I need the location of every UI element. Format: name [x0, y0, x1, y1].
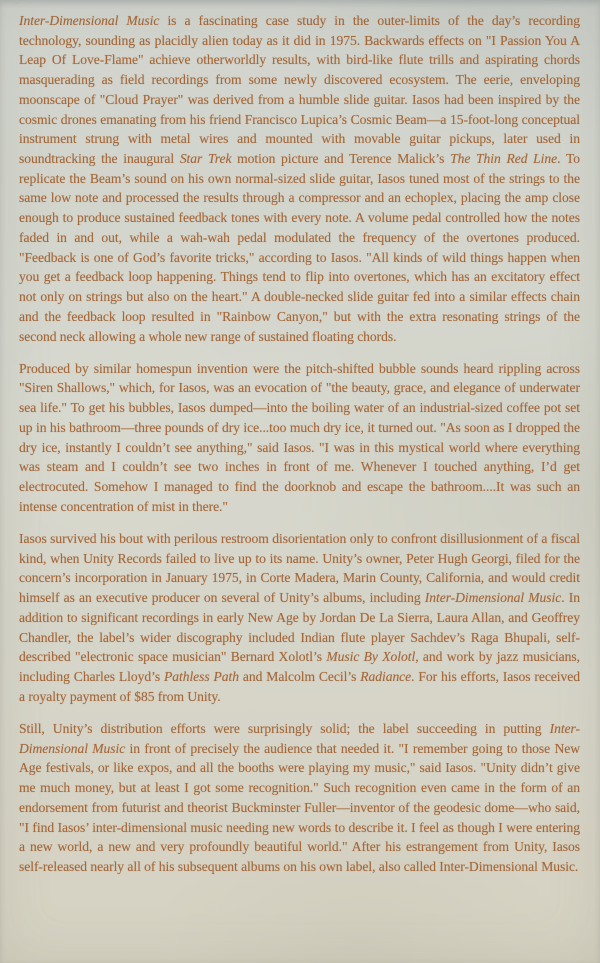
italic-text-run: Inter-Dimensional Music [19, 720, 580, 756]
text-run: Produced by similar homespun invention were the pitch-shifted bubble sounds heard rippling across "Siren Shallows," which, for Iasos, was an evocation of "the beauty, grace, and elegance of underwater sea life." To get his bubbles, Iasos dumped—into the boiling water of an industrial-sized coffee pot set up in his bathroom—three pounds of dry ice...too much dry ice, it turned out. "As soon as I dropped the dry ice, instantly I couldn’t see anything," said Iasos. "I was in this mystical world where everything was steam and I couldn’t see two inches in front of me. Whenever I touched anything, I’d get electrocuted. Somehow I managed to find the doorknob and escape the bathroom....It was such an intense concentration of mist in there." [19, 360, 580, 514]
text-run: in front of precisely the audience that needed it. "I remember going to those New Age festivals, or like expos, and all the booths were playing my music," said Iasos. "Unity didn’t give me much money, but at least I got some recognition." Such recognition even came in the form of an endorsement from futurist and theorist Buckminster Fuller—inventor of the geodesic dome—who said, "I find Iasos’ inter-dimensional music needing new words to describe it. I feel as though I were entering a new world, a new and very profoundly beautiful world." After his estrangement from Unity, Iasos self-released nearly all of his subsequent albums on his own label, also called Inter-Dimensional Music. [19, 740, 581, 874]
paragraph [19, 529, 580, 706]
text-run: Still, Unity’s distribution efforts were surprisingly solid; the label succeeding in putting [19, 720, 550, 736]
italic-text-run: Radiance [360, 669, 412, 684]
text-run: . In addition to significant recordings in early New Age by Jordan De La Sierra, Laura Allan, and Geoffrey Chandler, the label’s wider discography included Indian flute player Sachdev’s Raga Bhupali, self-described "electronic space musician" Bernard Xolotl’s [19, 590, 580, 665]
italic-text-run: The Thin Red Line [450, 151, 558, 167]
text-run: . To replicate the Beam’s sound on his own normal-sized slide guitar, Iasos tuned most of the strings to the same low note and processed the results through a compressor and an echoplex, placing the amp close enough to produce sustained feedback tones with every note. A volume pedal controlled how the notes faded in and out, while a wah-wah pedal modulated the frequency of the overtones produced. "Feedback is one of God’s favorite tricks," according to Iasos. "All kinds of wild things happen when you get a feedback loop happening. Things tend to flip into overtones, which has an excitatory effect not only on strings but also on the heart." A double-necked slide guitar fed into a similar effects chain and the feedback loop resulted in "Rainbow Canyon," but with the extra resonating strings of the second neck allowing a whole new range of sustained floating chords. [19, 151, 580, 344]
text-run: . For his efforts, Iasos received a royalty payment of $85 from Unity. [19, 669, 580, 704]
paragraph [19, 359, 580, 517]
paragraph [19, 719, 580, 877]
text-run: is a fascinating case study in the outer-limits of the day’s recording technology, sounding as placidly alien today as it did in 1975. Backwards effects on "I Passion You A Leap Of Love-Flame" achieve otherworldly results, with bird-like flute trills and aspirating chords masquerading as field recordings from some newly discovered ecosystem. The eerie, enveloping moonscape of "Cloud Prayer" was derived from a humble slide guitar. Iasos had been inspired by the cosmic drones emanating from his friend Francisco Lupica’s Cosmic Beam—a 15-foot-long conceptual instrument strung with metal wires and mounted with movable guitar pickups, later used in soundtracking the inaugural [19, 13, 580, 167]
italic-text-run: Inter-Dimensional Music [19, 13, 160, 28]
italic-text-run: Star Trek [179, 151, 232, 167]
text-run: Iasos survived his bout with perilous restroom disorientation only to confront disillusionment of a fiscal kind, when Unity Records failed to live up to its name. Unity’s owner, Peter Hugh Georgi, filed for the concern’s incorporation in January 1975, in Corte Madera, Marin County, California, and would credit himself as an executive producer on several of Unity’s albums, including [19, 530, 580, 606]
italic-text-run: Music By Xolotl [326, 649, 416, 665]
italic-text-run: Pathless Path [163, 669, 240, 684]
paragraph [19, 11, 580, 346]
text-run: and Malcolm Cecil’s [239, 669, 361, 684]
text-run: , and work by jazz musicians, including Charles Lloyd’s [19, 649, 581, 684]
italic-text-run: Inter-Dimensional Music [424, 590, 562, 606]
text-run: motion picture and Terence Malick’s [231, 151, 451, 167]
liner-notes-text [19, 11, 580, 877]
